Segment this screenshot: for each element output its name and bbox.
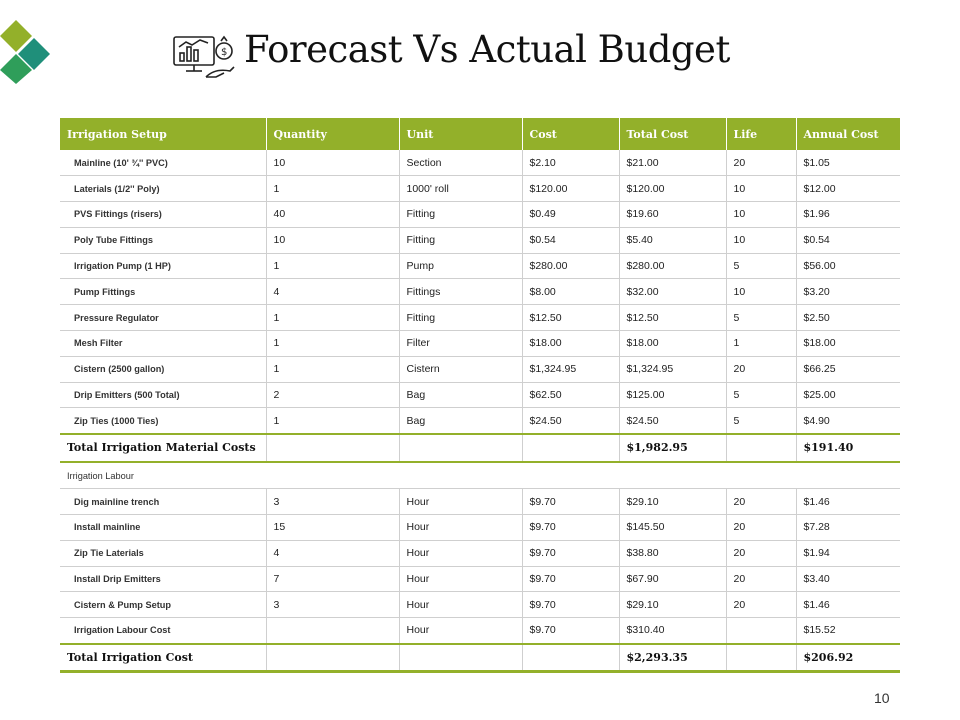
table-cell: 15 bbox=[266, 515, 399, 541]
page-title: Forecast Vs Actual Budget bbox=[244, 28, 730, 71]
table-cell: $2.50 bbox=[796, 305, 900, 331]
table-cell: Hour bbox=[399, 592, 522, 618]
table-cell: 7 bbox=[266, 566, 399, 592]
table-cell: 10 bbox=[726, 202, 796, 228]
table-cell: $1.94 bbox=[796, 540, 900, 566]
table-cell: $66.25 bbox=[796, 356, 900, 382]
table-cell: $310.40 bbox=[619, 618, 726, 644]
table-cell: $18.00 bbox=[522, 331, 619, 357]
table-cell: $1,324.95 bbox=[522, 356, 619, 382]
table-cell: $1.96 bbox=[796, 202, 900, 228]
table-row bbox=[60, 618, 900, 644]
table-row bbox=[60, 592, 900, 618]
row-label: Drip Emitters (500 Total) bbox=[60, 382, 266, 408]
table-row bbox=[60, 566, 900, 592]
table-row bbox=[60, 202, 900, 228]
table-cell: 1 bbox=[266, 356, 399, 382]
table-cell: $280.00 bbox=[522, 253, 619, 279]
table-cell: 1 bbox=[266, 305, 399, 331]
table-cell: 2 bbox=[266, 382, 399, 408]
table-row bbox=[60, 540, 900, 566]
table-cell: 20 bbox=[726, 540, 796, 566]
row-label: Mainline (10' ¾'' PVC) bbox=[60, 150, 266, 176]
table-cell: $67.90 bbox=[619, 566, 726, 592]
table-cell: Fittings bbox=[399, 279, 522, 305]
table-cell: $32.00 bbox=[619, 279, 726, 305]
table-row bbox=[60, 176, 900, 202]
table-cell: $29.10 bbox=[619, 489, 726, 515]
table-cell: $145.50 bbox=[619, 515, 726, 541]
table-cell: $2,293.35 bbox=[619, 644, 726, 672]
table-cell: Pump bbox=[399, 253, 522, 279]
table-cell bbox=[726, 434, 796, 462]
table-cell: Fitting bbox=[399, 202, 522, 228]
table-row bbox=[60, 253, 900, 279]
table-cell: 3 bbox=[266, 489, 399, 515]
table-cell: $12.00 bbox=[796, 176, 900, 202]
row-label: Install Drip Emitters bbox=[60, 566, 266, 592]
table-cell: 20 bbox=[726, 150, 796, 176]
row-label: Cistern & Pump Setup bbox=[60, 592, 266, 618]
table-cell bbox=[266, 434, 399, 462]
row-label: PVS Fittings (risers) bbox=[60, 202, 266, 228]
table-cell: 1 bbox=[266, 331, 399, 357]
table-cell: 5 bbox=[726, 253, 796, 279]
table-cell: $18.00 bbox=[796, 331, 900, 357]
column-header: Life bbox=[726, 118, 796, 150]
table-cell bbox=[399, 644, 522, 672]
row-label: Pressure Regulator bbox=[60, 305, 266, 331]
table-cell: 1 bbox=[266, 408, 399, 434]
table-cell: Cistern bbox=[399, 356, 522, 382]
row-label: Mesh Filter bbox=[60, 331, 266, 357]
table-cell: 40 bbox=[266, 202, 399, 228]
column-header: Total Cost bbox=[619, 118, 726, 150]
table-cell bbox=[266, 618, 399, 644]
row-label: Pump Fittings bbox=[60, 279, 266, 305]
table-cell: $25.00 bbox=[796, 382, 900, 408]
table-cell: 20 bbox=[726, 356, 796, 382]
material-total-row bbox=[60, 434, 900, 462]
table-cell: $9.70 bbox=[522, 540, 619, 566]
table-cell: Bag bbox=[399, 408, 522, 434]
table-cell: $24.50 bbox=[522, 408, 619, 434]
table-cell: Hour bbox=[399, 566, 522, 592]
table-cell: 20 bbox=[726, 515, 796, 541]
logo-diamonds-icon bbox=[0, 20, 52, 84]
table-cell: $2.10 bbox=[522, 150, 619, 176]
column-header: Irrigation Setup bbox=[60, 118, 266, 150]
table-cell: $3.40 bbox=[796, 566, 900, 592]
column-header: Annual Cost bbox=[796, 118, 900, 150]
row-label: Cistern (2500 gallon) bbox=[60, 356, 266, 382]
table-cell: $9.70 bbox=[522, 515, 619, 541]
table-cell: 20 bbox=[726, 566, 796, 592]
table-cell: Hour bbox=[399, 540, 522, 566]
table-header-row bbox=[60, 118, 900, 150]
table-row bbox=[60, 331, 900, 357]
table-cell: $21.00 bbox=[619, 150, 726, 176]
table-cell: $206.92 bbox=[796, 644, 900, 672]
column-header: Cost bbox=[522, 118, 619, 150]
table-cell: $9.70 bbox=[522, 618, 619, 644]
table-row bbox=[60, 489, 900, 515]
table-cell: $9.70 bbox=[522, 566, 619, 592]
page-number: 10 bbox=[874, 690, 890, 706]
table-cell: $5.40 bbox=[619, 227, 726, 253]
table-cell bbox=[266, 644, 399, 672]
table-cell: 10 bbox=[726, 279, 796, 305]
table-cell: $1,982.95 bbox=[619, 434, 726, 462]
table-cell: $7.28 bbox=[796, 515, 900, 541]
table-cell: $1.05 bbox=[796, 150, 900, 176]
table-row bbox=[60, 279, 900, 305]
table-cell: 10 bbox=[726, 176, 796, 202]
table-cell: $1.46 bbox=[796, 489, 900, 515]
grand-total-row bbox=[60, 644, 900, 672]
table-cell: $120.00 bbox=[522, 176, 619, 202]
table-cell: 3 bbox=[266, 592, 399, 618]
row-label: Laterials (1/2'' Poly) bbox=[60, 176, 266, 202]
table-cell: Hour bbox=[399, 489, 522, 515]
table-cell: $19.60 bbox=[619, 202, 726, 228]
table-row bbox=[60, 150, 900, 176]
budget-chart-money-icon bbox=[172, 33, 236, 81]
table-cell: $3.20 bbox=[796, 279, 900, 305]
row-label: Dig mainline trench bbox=[60, 489, 266, 515]
table-cell: Hour bbox=[399, 515, 522, 541]
table-cell: 4 bbox=[266, 279, 399, 305]
table-cell: $15.52 bbox=[796, 618, 900, 644]
table-cell: Section bbox=[399, 150, 522, 176]
table-cell: $12.50 bbox=[619, 305, 726, 331]
table-cell: $38.80 bbox=[619, 540, 726, 566]
table-cell: $8.00 bbox=[522, 279, 619, 305]
table-cell: 1 bbox=[266, 176, 399, 202]
table-cell: $0.54 bbox=[796, 227, 900, 253]
table-cell: 10 bbox=[266, 150, 399, 176]
row-label: Install mainline bbox=[60, 515, 266, 541]
column-header: Quantity bbox=[266, 118, 399, 150]
table-cell: 10 bbox=[726, 227, 796, 253]
table-cell: $125.00 bbox=[619, 382, 726, 408]
table-cell: 5 bbox=[726, 305, 796, 331]
labour-section-row bbox=[60, 462, 900, 489]
table-cell: $29.10 bbox=[619, 592, 726, 618]
row-label: Irrigation Labour Cost bbox=[60, 618, 266, 644]
table-cell bbox=[726, 644, 796, 672]
table-cell: $62.50 bbox=[522, 382, 619, 408]
table-cell: 1000' roll bbox=[399, 176, 522, 202]
table-cell: $120.00 bbox=[619, 176, 726, 202]
table-cell: $191.40 bbox=[796, 434, 900, 462]
row-label: Total Irrigation Cost bbox=[60, 644, 266, 672]
table-cell: 5 bbox=[726, 382, 796, 408]
table-cell: Filter bbox=[399, 331, 522, 357]
table-row bbox=[60, 356, 900, 382]
table-body bbox=[60, 150, 900, 672]
table-row bbox=[60, 227, 900, 253]
table-row bbox=[60, 408, 900, 434]
table-cell: 10 bbox=[266, 227, 399, 253]
table-cell: Fitting bbox=[399, 227, 522, 253]
table-cell: Hour bbox=[399, 618, 522, 644]
row-label: Total Irrigation Material Costs bbox=[60, 434, 266, 462]
table-cell: 1 bbox=[726, 331, 796, 357]
table-cell: $18.00 bbox=[619, 331, 726, 357]
table-cell: $0.49 bbox=[522, 202, 619, 228]
table-cell: 5 bbox=[726, 408, 796, 434]
row-label: Poly Tube Fittings bbox=[60, 227, 266, 253]
table-row bbox=[60, 305, 900, 331]
table-cell: $0.54 bbox=[522, 227, 619, 253]
svg-text:$: $ bbox=[221, 47, 228, 58]
table-cell: $56.00 bbox=[796, 253, 900, 279]
table-cell: 4 bbox=[266, 540, 399, 566]
table-cell: $24.50 bbox=[619, 408, 726, 434]
table-cell: 20 bbox=[726, 489, 796, 515]
table-cell: $9.70 bbox=[522, 592, 619, 618]
table-cell: $280.00 bbox=[619, 253, 726, 279]
table-row bbox=[60, 382, 900, 408]
table-cell: $1,324.95 bbox=[619, 356, 726, 382]
labour-section-label: Irrigation Labour bbox=[60, 462, 900, 489]
table-cell: $4.90 bbox=[796, 408, 900, 434]
row-label: Irrigation Pump (1 HP) bbox=[60, 253, 266, 279]
table-cell: Bag bbox=[399, 382, 522, 408]
table-cell: $1.46 bbox=[796, 592, 900, 618]
row-label: Zip Ties (1000 Ties) bbox=[60, 408, 266, 434]
table-cell bbox=[522, 434, 619, 462]
table-cell: 1 bbox=[266, 253, 399, 279]
table-row bbox=[60, 515, 900, 541]
table-cell bbox=[522, 644, 619, 672]
budget-table bbox=[60, 118, 900, 673]
column-header: Unit bbox=[399, 118, 522, 150]
table-cell: $12.50 bbox=[522, 305, 619, 331]
table-cell bbox=[399, 434, 522, 462]
table-cell: $9.70 bbox=[522, 489, 619, 515]
row-label: Zip Tie Laterials bbox=[60, 540, 266, 566]
table-cell: Fitting bbox=[399, 305, 522, 331]
table-cell: 20 bbox=[726, 592, 796, 618]
table-cell bbox=[726, 618, 796, 644]
